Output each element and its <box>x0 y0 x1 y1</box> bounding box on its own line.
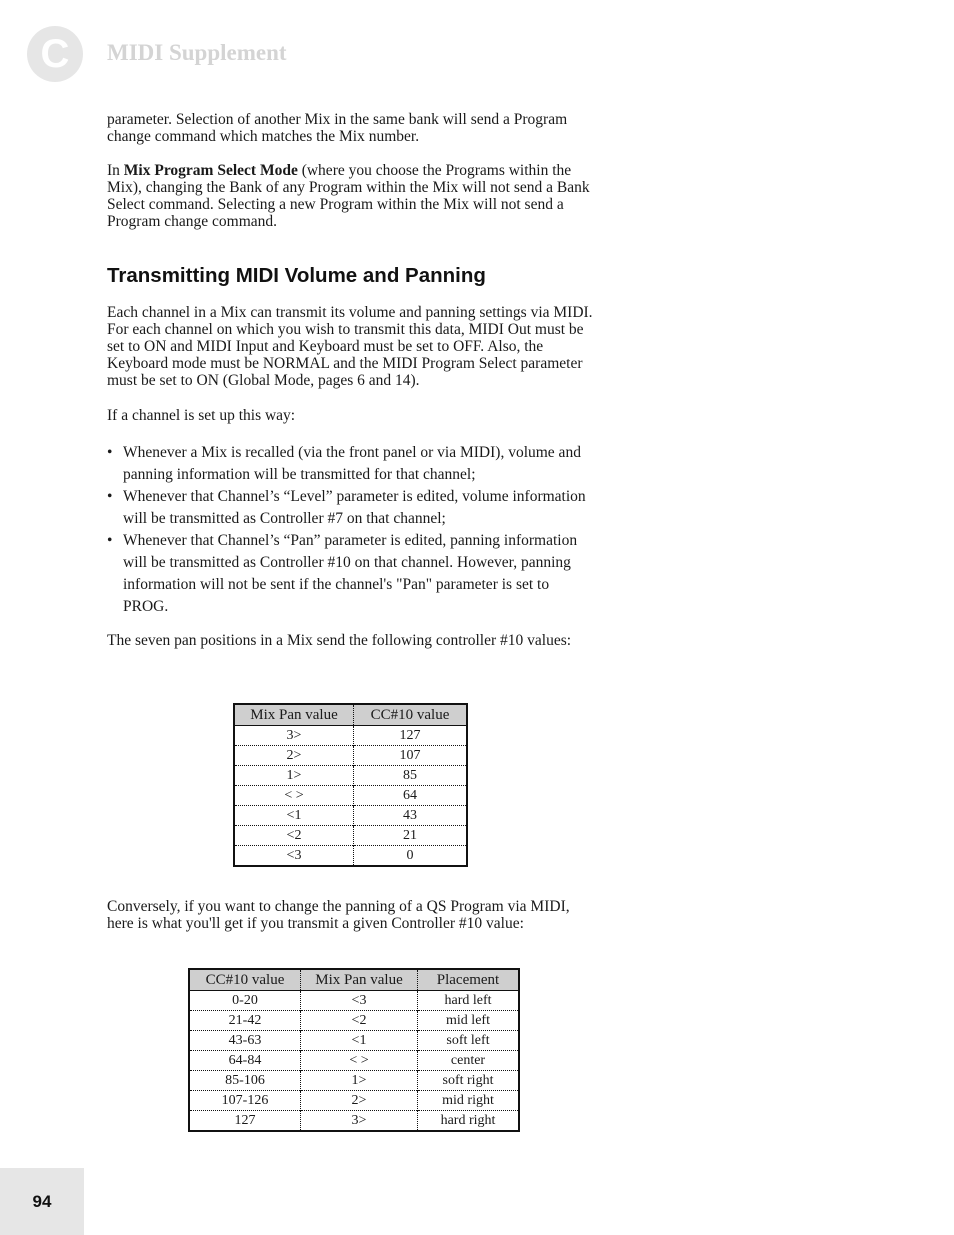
table-cell: <3 <box>234 846 354 867</box>
bullet-text: Whenever that Channel’s “Pan” parameter is edited, panning information will be transmitted as Controller #10 on that channel. However, panning information will not be sent if the channel's "Pan" parameter is set to PROG. <box>123 532 578 615</box>
table-cell: hard right <box>418 1111 520 1132</box>
table-row <box>234 786 467 806</box>
list-item <box>107 486 597 530</box>
table-row <box>234 806 467 826</box>
table-cell: 107 <box>354 746 468 766</box>
column-header: CC#10 value <box>354 704 468 726</box>
table-cell: 3> <box>286 727 302 743</box>
table-row <box>189 991 519 1011</box>
table-cell: 2> <box>234 746 354 766</box>
column-header: Mix Pan value <box>301 969 418 991</box>
table-cell: 64-84 <box>189 1051 301 1071</box>
table-cell: hard left <box>418 991 520 1011</box>
intro-paragraph-2 <box>107 162 597 230</box>
table-row <box>234 766 467 786</box>
table-cell: 85 <box>354 766 468 786</box>
intro-p2-bold: Mix Program Select Mode <box>123 162 298 179</box>
intro-p2-lead: In <box>107 162 124 179</box>
table-cell: 21-42 <box>189 1011 301 1031</box>
table-row <box>189 1071 519 1091</box>
pan-to-cc-table <box>233 703 468 867</box>
table-cell: <3 <box>301 991 418 1011</box>
table-cell: 1> <box>301 1071 418 1091</box>
bullet-text: Whenever a Mix is recalled (via the front panel or via MIDI), volume and panning information will be transmitted for that channel; <box>123 444 581 483</box>
table-cell: <2 <box>234 826 354 846</box>
intro-p2-rest: (where you choose the Programs within the Mix), changing the Bank of any Program within the Mix will not send a Bank Select command. Selecting a new Program within the Mix will not send a Program change command. <box>107 162 590 230</box>
section-paragraph-4: Conversely, if you want to change the panning of a QS Program via MIDI, here is what you'll get if you transmit a given Controller #10 value: <box>107 898 570 932</box>
column-header: Placement <box>418 969 520 991</box>
section-paragraph-1: Each channel in a Mix can transmit its volume and panning settings via MIDI. For each channel on which you wish to transmit this data, MIDI Out must be set to ON and MIDI Input and Keyboard must be set to OFF. Also, the Keyboard mode must be NORMAL and the MIDI Program Select parameter must be set to ON (Global Mode, pages 6 and 14). <box>107 304 593 389</box>
table-row <box>189 1011 519 1031</box>
table-row <box>234 846 467 867</box>
table-cell: 1> <box>234 766 354 786</box>
bullet-icon: • <box>107 488 113 505</box>
table-cell: 43-63 <box>189 1031 301 1051</box>
table-cell: 21 <box>354 826 468 846</box>
table-cell: center <box>418 1051 520 1071</box>
table-cell: 0 <box>354 846 468 867</box>
table-row <box>234 746 467 766</box>
table-cell: < > <box>301 1051 418 1071</box>
table-cell: 127 <box>354 726 468 746</box>
page-number: 94 <box>32 1191 52 1211</box>
section-heading: Transmitting MIDI Volume and Panning <box>107 264 486 287</box>
table-row <box>234 726 467 746</box>
bullet-list <box>107 442 597 618</box>
table-row <box>189 1051 519 1071</box>
chapter-title: MIDI Supplement <box>107 40 287 65</box>
table-cell: < > <box>234 786 354 806</box>
table-row <box>189 1091 519 1111</box>
table-row <box>189 1111 519 1132</box>
table-row <box>234 826 467 846</box>
section-paragraph-3: The seven pan positions in a Mix send the following controller #10 values: <box>107 632 572 649</box>
page-content <box>107 111 597 649</box>
table-header-row <box>189 969 519 991</box>
table-header-row <box>234 704 467 726</box>
table-cell: 0-20 <box>232 992 258 1008</box>
column-header: Mix Pan value <box>234 704 354 726</box>
column-header: CC#10 value <box>189 969 301 991</box>
table-cell: <2 <box>301 1011 418 1031</box>
bullet-text: Whenever that Channel’s “Level” parameter is edited, volume information will be transmitted as Controller #7 on that channel; <box>123 488 586 527</box>
table-cell: 107-126 <box>189 1091 301 1111</box>
table-cell: 3> <box>301 1111 418 1132</box>
list-item <box>107 530 597 618</box>
section-paragraph-2: If a channel is set up this way: <box>107 407 296 424</box>
table-cell: mid left <box>418 1011 520 1031</box>
bullet-icon: • <box>107 444 113 461</box>
table-cell: mid right <box>418 1091 520 1111</box>
table-cell: soft right <box>418 1071 520 1091</box>
table-cell: <1 <box>234 806 354 826</box>
table-cell: 64 <box>354 786 468 806</box>
table-cell: 2> <box>301 1091 418 1111</box>
list-item <box>107 442 597 486</box>
table-row <box>189 1031 519 1051</box>
table-cell: 43 <box>354 806 468 826</box>
table-cell: soft left <box>418 1031 520 1051</box>
chapter-letter: C <box>40 32 70 76</box>
cc-to-placement-table <box>188 968 520 1132</box>
page-number-box <box>0 1168 84 1235</box>
table-cell: 127 <box>189 1111 301 1132</box>
bullet-icon: • <box>107 532 113 549</box>
chapter-badge <box>27 26 83 82</box>
table-cell: <1 <box>301 1031 418 1051</box>
intro-paragraph-1: parameter. Selection of another Mix in the same bank will send a Program change command which matches the Mix number. <box>107 111 568 145</box>
table-cell: 85-106 <box>189 1071 301 1091</box>
